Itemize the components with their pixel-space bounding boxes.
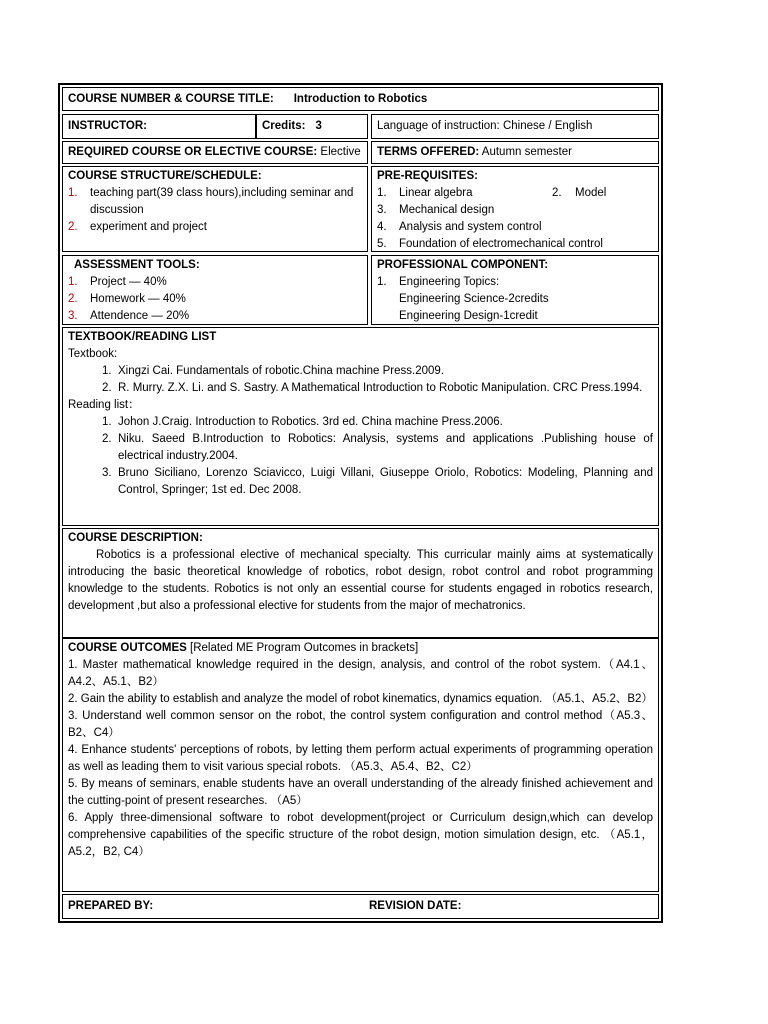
list-item: 2. experiment and project bbox=[68, 221, 207, 233]
textbook-list bbox=[68, 363, 653, 397]
reading-list-label: Reading list： bbox=[68, 399, 140, 411]
outcome-item: 4. Enhance students' perceptions of robots, by letting them perform actual experiments of programming operation as well as leading them to visit various special robots. （A5.3、A5.4、B2、C2） bbox=[68, 744, 653, 773]
terms-offered-cell bbox=[371, 141, 659, 164]
required-elective-cell bbox=[62, 141, 368, 164]
course-title-label: COURSE NUMBER & COURSE TITLE: bbox=[68, 92, 274, 105]
list-item: 3. Bruno Siciliano, Lorenzo Sciavicco, Luigi Villani, Giuseppe Oriolo, Robotics: Modeling, Planning and Control, Springer; 1st ed. Dec 2008. bbox=[102, 467, 653, 496]
assessment-tools-cell bbox=[62, 255, 368, 325]
list-item: 1. Linear algebra 2. Model bbox=[377, 187, 607, 199]
language-of-instruction: Language of instruction: Chinese / English bbox=[377, 120, 593, 132]
course-structure-list bbox=[68, 185, 362, 236]
required-elective-value: Elective bbox=[317, 146, 361, 158]
textbook-label: Textbook: bbox=[68, 348, 118, 360]
list-item: 1. teaching part(39 class hours),including seminar and discussion bbox=[68, 187, 354, 216]
credits-cell bbox=[256, 114, 368, 139]
revision-date-label: REVISION DATE: bbox=[369, 900, 462, 912]
course-title-row bbox=[62, 87, 659, 111]
list-item: 5. Foundation of electromechanical control bbox=[377, 238, 603, 250]
list-item: 1. Project — 40% bbox=[68, 276, 167, 288]
outcome-item: 2. Gain the ability to establish and analyze the model of robot kinematics, dynamics equation. （A5.1、A5.2、B2） bbox=[68, 693, 653, 705]
list-item: Engineering Design-1credit bbox=[399, 310, 538, 322]
list-item: 2. Niku. Saeed B.Introduction to Robotics: Analysis, systems and applications .Publishing house of electrical industry.2004. bbox=[102, 433, 653, 462]
list-item: 1. Johon J.Craig. Introduction to Robotics. 3rd ed. China machine Press.2006. bbox=[102, 416, 503, 428]
outcome-item: 1. Master mathematical knowledge required in the design, analysis, and control of the robot system.（A4.1、A4.2、A5.1、B2） bbox=[68, 659, 653, 688]
outcome-item: 6. Apply three-dimensional software to robot development(project or Curriculum design,which can develop comprehensive capabilities of the specific structure of the robot design, motion simulation design, etc. （A5.1，A5.2，B2, C4） bbox=[68, 812, 653, 858]
prerequisites-list bbox=[377, 185, 653, 252]
reading-list bbox=[68, 414, 653, 499]
prepared-by-row bbox=[62, 894, 659, 919]
prerequisites-heading: PRE-REQUISITES: bbox=[377, 170, 478, 182]
outcome-item: 5. By means of seminars, enable students have an overall understanding of the already finished achievement and the cutting-point of present researches. （A5） bbox=[68, 778, 653, 807]
instructor-label: INSTRUCTOR: bbox=[68, 120, 148, 132]
list-item: Engineering Science-2credits bbox=[399, 293, 549, 305]
course-description-heading: COURSE DESCRIPTION: bbox=[68, 532, 203, 544]
course-outcomes-heading: COURSE OUTCOMES bbox=[68, 642, 187, 654]
course-title: Introduction to Robotics bbox=[293, 92, 428, 105]
language-cell bbox=[371, 114, 659, 139]
list-item: 2. R. Murry. Z.X. Li. and S. Sastry. A Mathematical Introduction to Robotic Manipulation. CRC Press.1994. bbox=[102, 382, 643, 394]
list-item: 1. Engineering Topics: bbox=[377, 276, 500, 288]
assessment-tools-heading: ASSESSMENT TOOLS: bbox=[74, 259, 200, 271]
prerequisites-cell bbox=[371, 166, 659, 252]
textbook-reading-list-cell bbox=[62, 327, 659, 526]
credits-value: 3 bbox=[315, 120, 322, 132]
terms-offered-value: Autumn semester bbox=[479, 146, 572, 158]
professional-component-list bbox=[377, 274, 653, 325]
textbook-heading: TEXTBOOK/READING LIST bbox=[68, 331, 217, 343]
list-item: 1. Xingzi Cai. Fundamentals of robotic.China machine Press.2009. bbox=[102, 365, 445, 377]
course-structure-heading: COURSE STRUCTURE/SCHEDULE: bbox=[68, 170, 262, 182]
course-structure-cell bbox=[62, 166, 368, 252]
list-item: 4. Analysis and system control bbox=[377, 221, 542, 233]
course-description-cell bbox=[62, 528, 659, 638]
list-item: 2. Homework — 40% bbox=[68, 293, 186, 305]
list-item: 3. Attendence — 20% bbox=[68, 310, 190, 322]
professional-component-cell bbox=[371, 255, 659, 325]
prepared-by-label: PREPARED BY: bbox=[68, 900, 154, 912]
list-item: 3. Mechanical design bbox=[377, 204, 495, 216]
course-description-text: Robotics is a professional elective of mechanical specialty. This curricular mainly aims at systematically introducing the basic theoretical knowledge of robotics, robot design, robot control and robot programming knowledge to the students. Robotics is not only an essential course for students engaged in robotics research, development ,but also a professional elective for students from the major of mechatronics. bbox=[68, 549, 653, 612]
course-outcomes-cell bbox=[62, 638, 659, 892]
credits-label: Credits: bbox=[262, 120, 306, 132]
course-outcomes-note: [Related ME Program Outcomes in brackets] bbox=[186, 642, 419, 654]
assessment-tools-list bbox=[68, 274, 362, 325]
required-elective-label: REQUIRED COURSE OR ELECTIVE COURSE: bbox=[68, 146, 318, 158]
terms-offered-label: TERMS OFFERED: bbox=[377, 146, 480, 158]
instructor-cell bbox=[62, 114, 256, 139]
outcome-item: 3. Understand well common sensor on the robot, the control system configuration and control method（A5.3、B2、C4） bbox=[68, 710, 653, 739]
professional-component-heading: PROFESSIONAL COMPONENT: bbox=[377, 259, 549, 271]
